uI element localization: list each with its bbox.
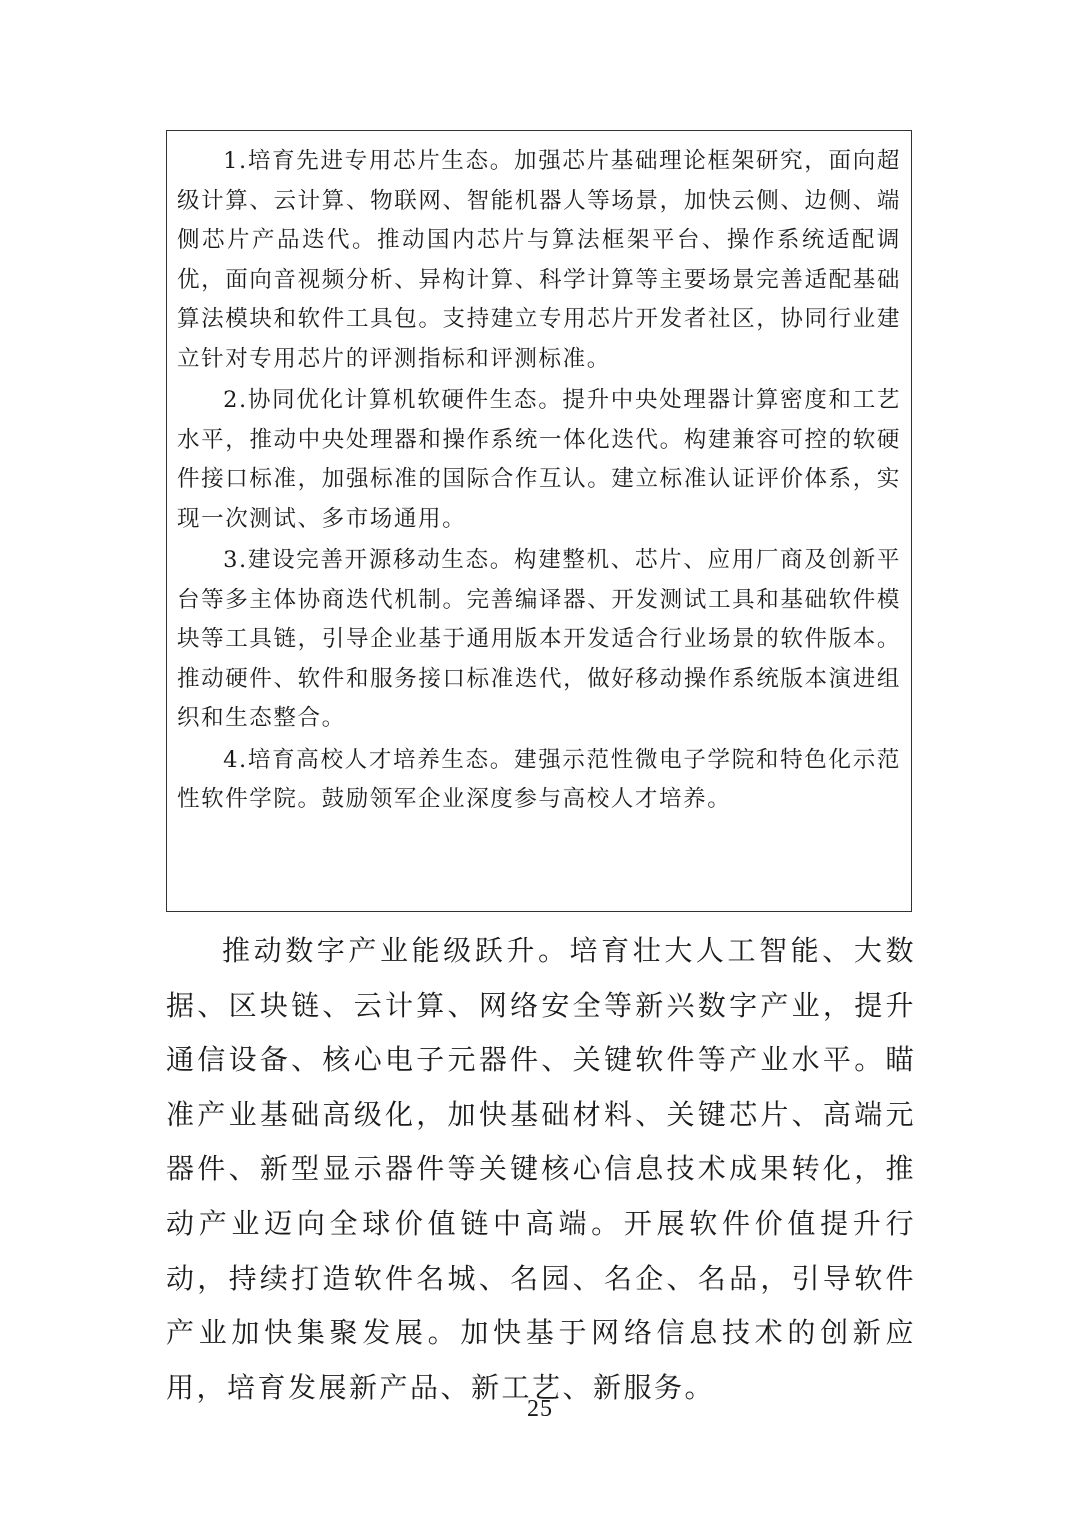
box-paragraph-3-heading: 3.建设完善开源移动生态。 <box>223 547 514 573</box>
main-paragraph-heading: 推动数字产业能级跃升。 <box>222 934 570 967</box>
box-paragraph-1-body: 加强芯片基础理论框架研究，面向超级计算、云计算、物联网、智能机器人等场景，加快云侧、边侧、端侧芯片产品迭代。推动国内芯片与算法框架平台、操作系统适配调优，面向音视频分析、异构计算、科学计算等主要场景完善适配基础算法模块和软件工具包。支持建立专用芯片开发者社区，协同行业建立针对专用芯片的评测指标和评测标准。 <box>177 148 901 372</box>
box-paragraph-2 <box>177 381 901 539</box>
page-number: 25 <box>527 1396 553 1422</box>
box-paragraph-4 <box>177 741 901 820</box>
box-paragraph-3 <box>177 541 901 739</box>
main-paragraph <box>166 924 916 1415</box>
main-paragraph-body: 培育壮大人工智能、大数据、区块链、云计算、网络安全等新兴数字产业，提升通信设备、核心电子元器件、关键软件等产业水平。瞄准产业基础高级化，加快基础材料、关键芯片、高端元器件、新型显示器件等关键核心信息技术成果转化，推动产业迈向全球价值链中高端。开展软件价值提升行动，持续打造软件名城、名园、名企、名品，引导软件产业加快集聚发展。加快基于网络信息技术的创新应用，培育发展新产品、新工艺、新服务。 <box>166 934 916 1404</box>
box-paragraph-3-body: 构建整机、芯片、应用厂商及创新平台等多主体协商迭代机制。完善编译器、开发测试工具和基础软件模块等工具链，引导企业基于通用版本开发适合行业场景的软件版本。推动硬件、软件和服务接口标准迭代，做好移动操作系统版本演进组织和生态整合。 <box>177 547 901 731</box>
box-paragraph-2-heading: 2.协同优化计算机软硬件生态。 <box>223 387 563 413</box>
box-paragraph-4-body: 建强示范性微电子学院和特色化示范性软件学院。鼓励领军企业深度参与高校人才培养。 <box>177 746 901 812</box>
box-paragraph-4-heading: 4.培育高校人才培养生态。 <box>223 746 514 773</box>
box-paragraph-2-body: 提升中央处理器计算密度和工艺水平，推动中央处理器和操作系统一体化迭代。构建兼容可控的软硬件接口标准，加强标准的国际合作互认。建立标准认证评价体系，实现一次测试、多市场通用。 <box>177 387 901 532</box>
boxed-text-panel <box>166 130 912 912</box>
box-paragraph-1 <box>177 142 901 379</box>
box-paragraph-1-heading: 1.培育先进专用芯片生态。 <box>223 148 514 174</box>
